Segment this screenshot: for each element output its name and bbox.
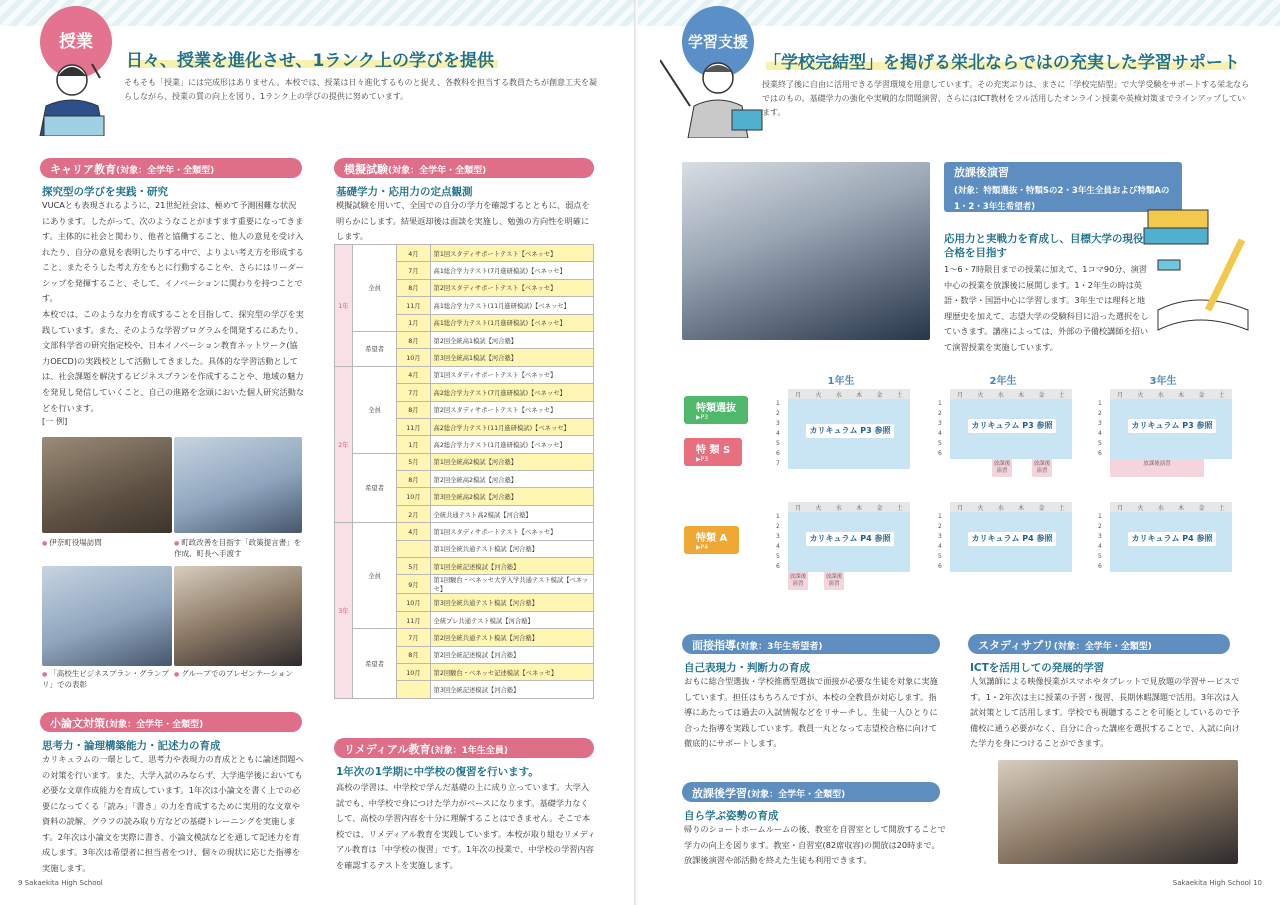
mock-month-cell: 10月	[397, 349, 430, 366]
books-pencil-illustration-icon	[1138, 190, 1254, 340]
mock-month-cell: 4月	[397, 245, 430, 262]
grid-day-label: 土	[1218, 504, 1225, 512]
grid-periods	[934, 512, 1072, 572]
grid-period-number: 3	[938, 420, 942, 427]
grid-period-row	[776, 562, 910, 572]
career-heading: キャリア教育(対象：全学年・全類型)	[40, 158, 302, 178]
mock-exam-cell: 第2回全統高1模試【河合塾】	[430, 331, 593, 348]
essay-subtitle: 思考力・論理構築能力・記述力の育成	[42, 740, 221, 752]
grid-period-number: 5	[1098, 553, 1102, 560]
grid-year-header: 2年生	[989, 376, 1017, 387]
caption-award: ● 「高校生ビジネスプラン・グランプリ」での表彰	[42, 669, 172, 691]
photo-award	[42, 566, 172, 666]
mock-month-cell: 4月	[397, 366, 430, 383]
grid-curriculum-label: カリキュラム P4 参照	[806, 532, 894, 546]
grid-period-number: 2	[776, 410, 780, 417]
grid-period-row	[938, 562, 1072, 572]
grid-period-number: 6	[776, 450, 780, 457]
mock-month-cell: 11月	[397, 418, 430, 435]
studyhall-body: 帰りのショートホームルームの後、教室を自習室として開放することで学力の向上を図ります。教室・自習室(82席収容)の開放は20時まで。放課後演習や部活動を終えた生徒も利用できます。	[684, 824, 946, 866]
mock-group-cell: 希望者	[352, 629, 397, 699]
grid-day-label: 土	[896, 504, 903, 512]
grid-period-row	[1098, 399, 1232, 409]
remedial-body: 高校の学習は、中学校で学んだ基礎の上に成り立っています。大学入試でも、中学校で身につけた学力がベースになります。基礎学力なくして、高校の学習内容を十分に理解することはできません。そこで本校では、リメディアル教育を実践しています。本校が取り組むリメディアル教育は「中学校の復習」です。1年次の授業で、中学校の学習内容を確認するテストを実施します。	[336, 782, 596, 870]
grid-afterschool-block: 放課後演習	[824, 572, 844, 590]
photo-presentation	[174, 566, 302, 666]
grid-day-label: 金	[1038, 391, 1045, 399]
mock-month-cell	[397, 540, 430, 557]
mock-exam-cell: 高2総合学力テスト(7月進研模試)【ベネッセ】	[430, 384, 593, 401]
teacher-pointer-illustration-icon	[660, 56, 770, 138]
grid-period-number: 1	[1098, 513, 1102, 520]
grid-day-label: 土	[1058, 504, 1065, 512]
career-subtitle: 探究型の学びを実践・研究	[42, 186, 168, 198]
grid-period-number: 5	[938, 440, 942, 447]
mock-row	[335, 629, 594, 646]
grid-afterschool-block: 放課後演習	[1032, 459, 1052, 477]
mock-month-cell: 7月	[397, 629, 430, 646]
grid-day-label: 金	[1198, 391, 1205, 399]
right-footer: Sakaekita High School 10	[1172, 879, 1262, 887]
grid-day-label: 月	[957, 504, 964, 512]
mock-year-cell: 1年	[335, 245, 353, 367]
mock-month-cell: 10月	[397, 488, 430, 505]
grid-period-row	[1098, 449, 1232, 459]
grid-day-label: 木	[1178, 504, 1185, 512]
grid-year-header: 1年生	[827, 376, 855, 387]
grid-period-row	[1098, 522, 1232, 532]
grid-day-label: 月	[795, 391, 802, 399]
grid-period-number: 1	[776, 513, 780, 520]
grid-days-row	[1110, 502, 1232, 512]
grid-periods	[772, 399, 910, 469]
grid-days-row	[1110, 389, 1232, 399]
grid-period-number: 4	[776, 543, 780, 550]
mock-row	[335, 331, 594, 348]
mock-month-cell: 1月	[397, 314, 430, 331]
mock-month-cell: 11月	[397, 297, 430, 314]
mock-month-cell: 5月	[397, 453, 430, 470]
grid-period-row	[1098, 552, 1232, 562]
example-label: [一 例]	[42, 416, 68, 426]
left-page	[0, 0, 636, 905]
grid-period-number: 4	[938, 543, 942, 550]
mock-month-cell: 10月	[397, 594, 430, 611]
grid-period-number: 6	[938, 450, 942, 457]
grid-period-number: 6	[776, 563, 780, 570]
mock-exam-cell: 第1回駿台・ベネッセ大学入学共通テスト模試【ベネッセ】	[430, 575, 593, 594]
right-intro: 授業終了後に自由に活用できる学習環境を用意しています。その充実ぶりは、まさに「学校完結型」で大学受験をサポートする栄北ならではのもの。基礎学力の強化や実戦的な問題演習、さらにはICT教材をフル活用したオンライン授業や英検対策までラインアップしています。	[762, 80, 1250, 117]
grid-period-number: 1	[776, 400, 780, 407]
mock-exam-cell: 第1回全統共通テスト模試【河合塾】	[430, 540, 593, 557]
grid-period-number: 1	[938, 400, 942, 407]
grid-periods	[1094, 399, 1232, 467]
mock-month-cell: 7月	[397, 384, 430, 401]
mock-month-cell: 5月	[397, 558, 430, 575]
grid-period-row	[938, 522, 1072, 532]
grid-period-row	[1098, 409, 1232, 419]
grid-day-label: 木	[1178, 391, 1185, 399]
sapuri-heading: スタディサプリ(対象：全学年・全類型)	[968, 634, 1230, 654]
sapuri-subtitle: ICTを活用しての発展的学習	[970, 662, 1105, 674]
grid-days-row	[950, 389, 1072, 399]
mock-row	[335, 523, 594, 540]
grid-days-row	[788, 389, 910, 399]
grid-period-number: 2	[938, 523, 942, 530]
mock-exam-cell: 高2総合学力テスト(11月進研模試)【ベネッセ】	[430, 418, 593, 435]
mock-row	[335, 245, 594, 262]
grid-period-row	[938, 399, 1072, 409]
left-intro: そもそも「授業」には完成形はありません。本校では、授業は日々進化するものと捉え、各教科を担当する教員たちが創意工夫を凝らしながら、授業の質の向上を図り、1ランク上の学びの提供に努めています。	[124, 78, 597, 101]
teacher-illustration-icon	[30, 58, 116, 136]
photo-town-hall	[42, 437, 172, 533]
grid-day-label: 木	[856, 504, 863, 512]
mock-month-cell: 8月	[397, 471, 430, 488]
mock-exam-cell: 第1回スタディサポートテスト【ベネッセ】	[430, 366, 593, 383]
mock-exam-cell: 高2総合学力テスト(1月進研模試)【ベネッセ】	[430, 436, 593, 453]
mock-exam-cell: 第2回スタディサポートテスト【ベネッセ】	[430, 279, 593, 296]
grid-period-number: 3	[1098, 533, 1102, 540]
grid-period-row	[1098, 512, 1232, 522]
grid-curriculum-label: カリキュラム P4 参照	[1128, 532, 1216, 546]
grid-day-label: 火	[815, 391, 822, 399]
afterschool-subtitle: 応用力と実戦力を育成し、目標大学の現役合格を目指す	[944, 233, 1144, 260]
grid-period-number: 3	[1098, 420, 1102, 427]
track-special-select: 特類選抜 ▶P3	[684, 396, 748, 424]
mock-month-cell: 8月	[397, 279, 430, 296]
grid-day-label: 土	[896, 391, 903, 399]
mock-month-cell: 2月	[397, 505, 430, 522]
sapuri-body: 人気講師による映像授業がスマホやタブレットで見放題の学習サービスです。1・2年次は主に授業の予習・復習、長期休暇課題で活用。3年次は入試対策として活用します。学校でも視聴することを可能としているので予備校に通う必要がなく、自分に合った講座を選択することで、入試に向けた学力を身につけることができます。	[970, 676, 1240, 749]
grid-days-row	[950, 502, 1072, 512]
mock-exam-cell: 高1総合学力テスト(11月進研模試)【ベネッセ】	[430, 297, 593, 314]
schedule-grid	[934, 502, 1072, 572]
grid-period-number: 4	[776, 430, 780, 437]
grid-curriculum-label: カリキュラム P3 参照	[968, 419, 1056, 433]
career-body: VUCAとも表現されるように、21世紀社会は、極めて予測困難な状況にあります。したがって、次のようなことがますます重要になってきます。主体的に社会と関わり、他者と協働すること、他人の意見を受け入れたり、自分の意見を表明したりする中で、よりよい考え方を形成すること、またそうした考え方をもとに行動することや、さらにはリーダーシップを発揮すること、そして、イノベーションに関わりを持つことです。 本校では、このような力を育成することを目指して、探究型の学びを実践しています。また、そのような学習プログラムを開発するにあたり、文部科学省の研究指定校や、日本イノベーション教育ネットワーク(協力OECD)の実践校として活動してきました。具体的な学習活動としては、社会課題を解決するビジネスプランを作成することや、地域の魅力を発見し発信していくこと、自己の進路を念頭においた個人研究活動などを行います。	[42, 200, 305, 413]
grid-curriculum-label: カリキュラム P3 参照	[806, 424, 894, 438]
grid-day-label: 金	[876, 391, 883, 399]
remedial-heading: リメディアル教育(対象：1年生全員)	[334, 738, 594, 758]
essay-body: カリキュラムの一環として、思考力や表現力の育成とともに論述問題への対策を行います。また、大学入試のみならず、大学進学後においても必要な文章作成能力を育成しています。1年次は小論文を書く上での必要になってくる「読み」「書き」の力を育成するために実用的な文章や資料の読解、グラフの読み取り方などの基礎トレーニングを実施します。2年次は小論文を実際に書き、小論文模試などを通して記述力を育成します。3年次は希望者に担当者をつけ、個々の現状に応じた指導を実施します。	[42, 754, 304, 874]
studyhall-heading: 放課後学習(対象：全学年・全類型)	[682, 782, 940, 802]
mock-year-cell: 2年	[335, 366, 353, 523]
grid-period-row	[776, 439, 910, 449]
grid-curriculum-label: カリキュラム P4 参照	[968, 532, 1056, 546]
grid-period-number: 4	[938, 430, 942, 437]
mock-exam-cell: 高1総合学力テスト(1月進研模試)【ベネッセ】	[430, 314, 593, 331]
grid-period-number: 1	[938, 513, 942, 520]
grid-period-number: 6	[938, 563, 942, 570]
mock-group-cell: 全員	[352, 366, 397, 453]
mock-exam-cell: 全統プレ共通テスト模試【河合塾】	[430, 611, 593, 628]
remedial-subtitle: 1年次の1学期に中学校の復習を行います。	[336, 766, 539, 778]
mock-month-cell: 8月	[397, 331, 430, 348]
grid-period-row	[938, 449, 1072, 459]
grid-day-label: 火	[815, 504, 822, 512]
grid-period-number: 6	[1098, 563, 1102, 570]
schedule-grid	[772, 502, 910, 587]
right-headline: 「学校完結型」を掲げる栄北ならではの充実した学習サポート	[764, 53, 1240, 73]
grid-period-number: 4	[1098, 430, 1102, 437]
caption-policy-proposal: ● 町政改善を目指す「政策提言書」を作成、町長へ手渡す	[174, 538, 304, 560]
grid-period-number: 3	[776, 420, 780, 427]
mock-exam-cell: 全統共通テスト高2模試【河合塾】	[430, 505, 593, 522]
grid-period-number: 5	[776, 553, 780, 560]
grid-period-number: 5	[938, 553, 942, 560]
grid-period-number: 2	[776, 523, 780, 530]
grid-period-number: 1	[1098, 400, 1102, 407]
grid-afterschool-block: 放課後演習	[992, 459, 1012, 477]
mock-exam-cell: 第3回全統記述模試【河合塾】	[430, 681, 593, 698]
photo-afterschool-class	[682, 162, 930, 340]
grid-period-number: 5	[776, 440, 780, 447]
track-special-s: 特 類 S ▶P3	[684, 438, 742, 466]
grid-day-label: 木	[1018, 504, 1025, 512]
grid-day-label: 月	[795, 504, 802, 512]
grid-year-header: 3年生	[1149, 376, 1177, 387]
grid-day-label: 木	[1018, 391, 1025, 399]
photo-policy-proposal	[174, 437, 302, 533]
photo-tablet-study	[998, 760, 1238, 864]
grid-period-number: 2	[1098, 523, 1102, 530]
mock-exam-cell: 第3回全統高1模試【河合塾】	[430, 349, 593, 366]
grid-period-number: 2	[938, 410, 942, 417]
grid-period-row	[938, 409, 1072, 419]
mock-exam-cell: 第2回全統高2模試【河合塾】	[430, 471, 593, 488]
grid-periods	[772, 512, 910, 587]
grid-day-label: 水	[997, 504, 1004, 512]
right-page	[638, 0, 1280, 905]
mock-group-cell: 希望者	[352, 453, 397, 523]
mock-exam-cell: 第2回全統共通テスト模試【河合塾】	[430, 629, 593, 646]
grid-period-row	[938, 439, 1072, 449]
mock-exam-cell: 第3回全統高2模試【河合塾】	[430, 488, 593, 505]
mock-exam-cell: 第1回全統高2模試【河合塾】	[430, 453, 593, 470]
grid-periods	[934, 399, 1072, 474]
grid-day-label: 火	[1137, 504, 1144, 512]
mock-exam-cell: 第1回スタディサポートテスト【ベネッセ】	[430, 245, 593, 262]
mock-row	[335, 366, 594, 383]
grid-period-row	[776, 512, 910, 522]
grid-period-row	[776, 522, 910, 532]
left-footer: 9 Sakaekita High School	[18, 879, 103, 887]
grid-period-row	[938, 512, 1072, 522]
track-special-a: 特類 A ▶P4	[684, 526, 739, 554]
schedule-grid	[772, 372, 910, 469]
mock-group-cell: 全員	[352, 523, 397, 629]
grid-day-label: 金	[1198, 504, 1205, 512]
mock-month-cell: 8月	[397, 401, 430, 418]
mock-month-cell: 8月	[397, 646, 430, 663]
mock-year-cell: 3年	[335, 523, 353, 699]
grid-day-label: 水	[835, 391, 842, 399]
mock-month-cell: 4月	[397, 523, 430, 540]
essay-heading: 小論文対策(対象：全学年・全類型)	[40, 712, 302, 732]
grid-day-label: 火	[977, 504, 984, 512]
grid-period-row	[1098, 562, 1232, 572]
grid-day-label: 水	[997, 391, 1004, 399]
grid-period-row	[776, 552, 910, 562]
grid-day-label: 金	[876, 504, 883, 512]
grid-period-number: 4	[1098, 543, 1102, 550]
grid-day-label: 月	[1117, 391, 1124, 399]
grid-period-row	[776, 409, 910, 419]
schedule-grid	[934, 372, 1072, 474]
mock-body: 模擬試験を用いて、全国での自分の学力を確認するとともに、弱点を明らかにします。結果返却後は面談を実施し、勉強の方向性を明確にします。	[336, 200, 590, 242]
mock-heading: 模擬試験(対象：全学年・全類型)	[334, 158, 594, 178]
schedule-grid	[1094, 502, 1232, 572]
mock-exam-cell: 第2回スタディサポートテスト【ベネッセ】	[430, 401, 593, 418]
grid-days-row	[788, 502, 910, 512]
afterschool-heading: 放課後演習 (対象：特類選抜・特類Sの2・3年生全員および特類Aの1・2・3年生希望者)	[944, 162, 1182, 212]
grid-curriculum-label: カリキュラム P3 参照	[1128, 419, 1216, 433]
grid-period-number: 5	[1098, 440, 1102, 447]
mock-month-cell: 1月	[397, 436, 430, 453]
grid-period-row	[776, 449, 910, 459]
grid-day-label: 水	[835, 504, 842, 512]
grid-period-number: 2	[1098, 410, 1102, 417]
mock-exam-table	[334, 244, 594, 699]
grid-period-number: 3	[938, 533, 942, 540]
mock-exam-cell: 第3回全統共通テスト模試【河合塾】	[430, 594, 593, 611]
mock-row	[335, 453, 594, 470]
grid-periods	[1094, 512, 1232, 572]
grid-day-label: 土	[1058, 391, 1065, 399]
left-headline: 日々、授業を進化させ、1ランク上の学びを提供	[126, 51, 494, 71]
grid-period-number: 7	[776, 460, 780, 467]
mock-group-cell: 全員	[352, 245, 397, 332]
support-badge: 学習支援	[682, 6, 754, 78]
mock-group-cell: 希望者	[352, 331, 397, 366]
mock-month-cell: 10月	[397, 663, 430, 680]
mock-exam-cell: 第1回スタディサポートテスト【ベネッセ】	[430, 523, 593, 540]
grid-day-label: 火	[977, 391, 984, 399]
grid-period-row	[776, 459, 910, 469]
caption-town-hall: ● 伊奈町役場訪問	[42, 538, 172, 549]
mock-month-cell: 9月	[397, 575, 430, 594]
grid-day-label: 月	[957, 391, 964, 399]
mock-month-cell	[397, 681, 430, 698]
schedule-grid	[1094, 372, 1232, 467]
grid-day-label: 土	[1218, 391, 1225, 399]
grid-afterschool-block: 放課後演習	[1110, 459, 1204, 477]
mock-month-cell: 7月	[397, 262, 430, 279]
interview-subtitle: 自己表現力・判断力の育成	[684, 662, 810, 674]
mock-subtitle: 基礎学力・応用力の定点観測	[336, 186, 473, 198]
mock-exam-cell: 第1回全統記述模試【河合塾】	[430, 558, 593, 575]
grid-day-label: 月	[1117, 504, 1124, 512]
grid-period-row	[776, 399, 910, 409]
mock-exam-cell: 第2回全統記述模試【河合塾】	[430, 646, 593, 663]
grid-afterschool-block: 放課後演習	[788, 572, 808, 590]
grid-day-label: 水	[1157, 504, 1164, 512]
grid-period-number: 6	[1098, 450, 1102, 457]
interview-heading: 面接指導(対象：3年生希望者)	[682, 634, 940, 654]
interview-body: おもに総合型選抜・学校推薦型選抜で面接が必要な生徒を対象に実施しています。担任はもちろんですが、本校の全教員が対応します。指導にあたっては過去の入試情報などをリサーチし、生徒一人ひとりに合った指導を実践しています。教員一丸となって志望校合格に向けて徹底的にサポートします。	[684, 676, 938, 749]
grid-day-label: 水	[1157, 391, 1164, 399]
mock-exam-cell: 高1総合学力テスト(7月進研模試)【ベネッセ】	[430, 262, 593, 279]
lessons-badge: 授業	[40, 6, 112, 78]
caption-presentation: ● グループでのプレゼンテーション	[174, 669, 304, 680]
grid-day-label: 木	[856, 391, 863, 399]
afterschool-body: 1〜6・7時限目までの授業に加えて、1コマ90分、演習中心の授業を放課後に展開します。1・2年生の時は英語・数学・国語中心に学習します。3年生では理科と地理歴史を加えて、志望大学の受験科目に沿った選択をしていきます。講座によっては、外部の予備校講師を招いて演習授業を実施しています。	[944, 264, 1149, 352]
grid-day-label: 火	[1137, 391, 1144, 399]
mock-exam-cell: 第2回駿台・ベネッセ記述模試【ベネッセ】	[430, 663, 593, 680]
grid-day-label: 金	[1038, 504, 1045, 512]
grid-period-row	[938, 552, 1072, 562]
grid-period-row	[1098, 439, 1232, 449]
grid-period-number: 3	[776, 533, 780, 540]
studyhall-subtitle: 自ら学ぶ姿勢の育成	[684, 810, 779, 822]
mock-month-cell: 11月	[397, 611, 430, 628]
